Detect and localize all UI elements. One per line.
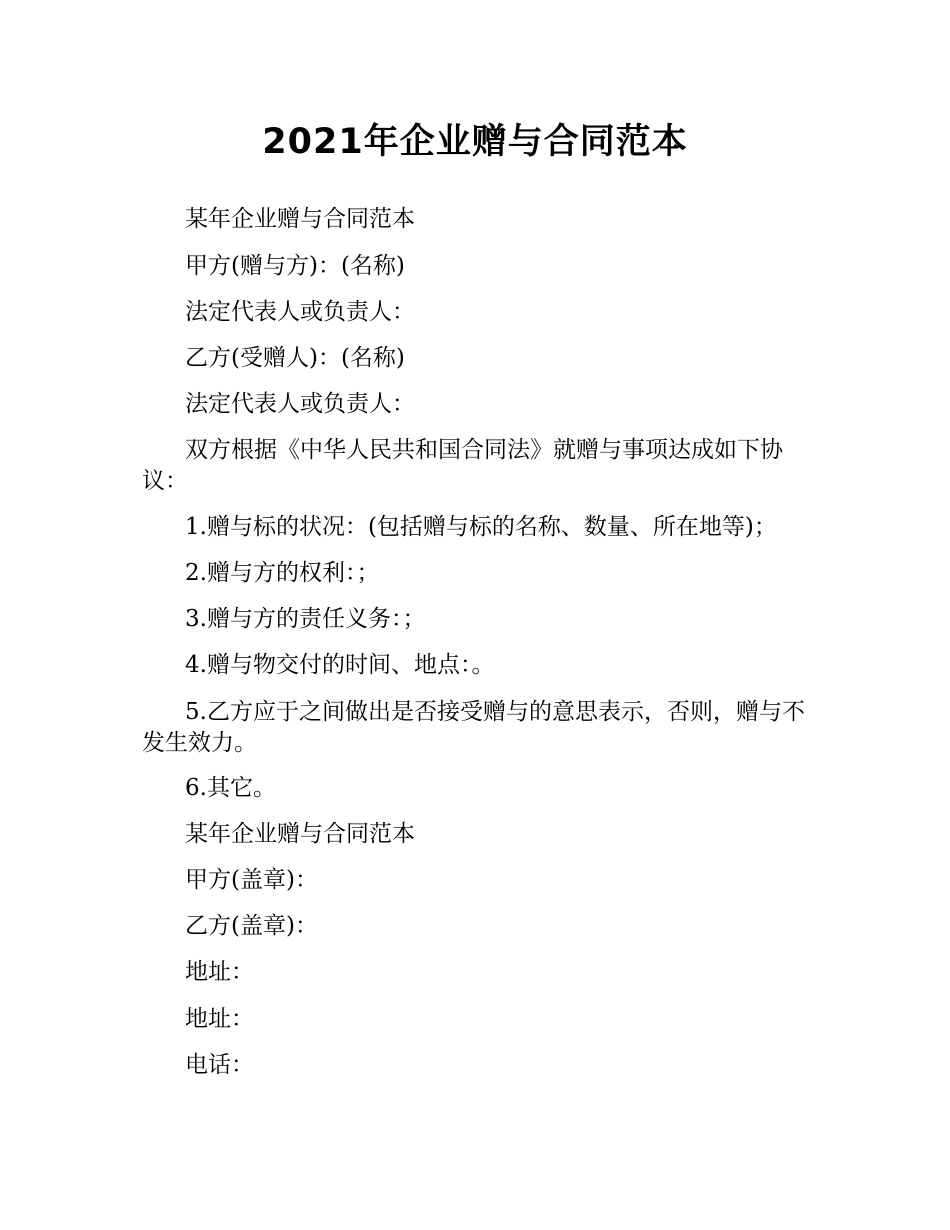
paragraph-agreement-intro: 双方根据《中华人民共和国合同法》就赠与事项达成如下协议：: [142, 437, 783, 494]
paragraph-heading-repeat-2: 某年企业赠与合同范本: [185, 821, 415, 847]
paragraph-clause-5: 5.乙方应于之间做出是否接受赠与的意思表示，否则，赠与不发生效力。: [142, 699, 805, 756]
paragraph-clause-4: 4.赠与物交付的时间、地点：。: [185, 652, 495, 678]
paragraph-address-1: 地址：: [185, 959, 254, 985]
paragraph-clause-3: 3.赠与方的责任义务：；: [185, 606, 426, 632]
paragraph-party-b-representative: 法定代表人或负责人：: [185, 391, 415, 417]
paragraph-heading-repeat: 某年企业赠与合同范本: [185, 206, 415, 232]
paragraph-clause-2: 2.赠与方的权利：；: [185, 560, 380, 586]
paragraph-party-b-seal: 乙方(盖章)：: [185, 913, 318, 939]
paragraph-party-a: 甲方(赠与方)：(名称): [185, 253, 405, 279]
paragraph-clause-1: 1.赠与标的状况：(包括赠与标的名称、数量、所在地等)；: [185, 514, 777, 540]
paragraph-address-2: 地址：: [185, 1006, 254, 1032]
paragraph-party-a-seal: 甲方(盖章)：: [185, 867, 318, 893]
paragraph-party-b: 乙方(受赠人)：(名称): [185, 345, 405, 371]
paragraph-phone: 电话：: [185, 1052, 254, 1078]
paragraph-party-a-representative: 法定代表人或负责人：: [185, 299, 415, 325]
document-title: 2021年企业赠与合同范本: [262, 122, 688, 162]
paragraph-clause-6: 6.其它。: [185, 775, 276, 801]
